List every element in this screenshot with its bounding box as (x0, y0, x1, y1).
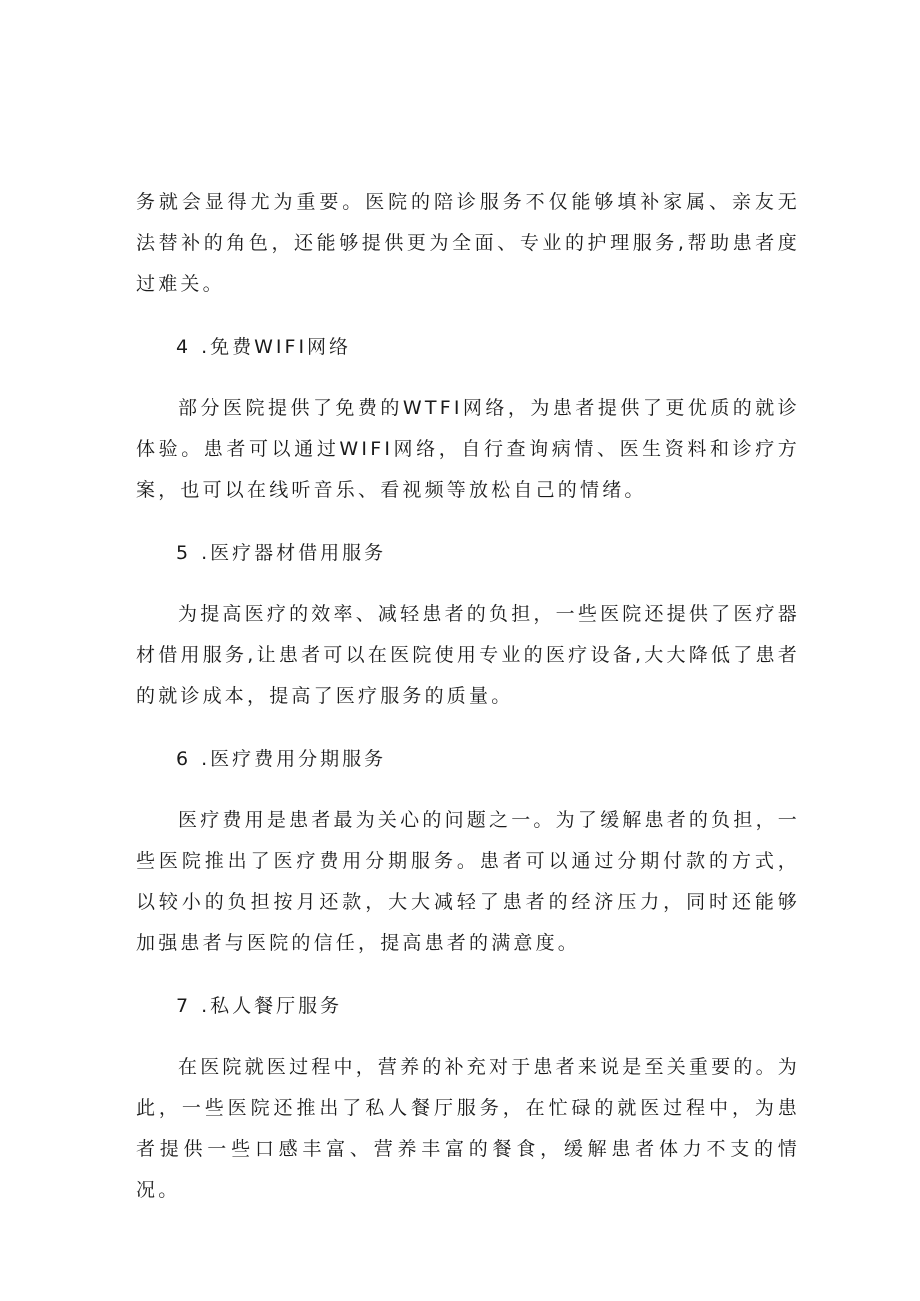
section-title: .免费WIFI网络 (201, 336, 352, 358)
section-title: .医疗器材借用服务 (201, 542, 387, 564)
section-number: 7 (176, 995, 192, 1017)
section-title: .私人餐厅服务 (201, 995, 343, 1017)
section-number: 5 (176, 542, 192, 564)
section-body-5: 为提高医疗的效率、减轻患者的负担，一些医院还提供了医疗器材借用服务,让患者可以在医院使用专业的医疗设备,大大降低了患者的就诊成本，提高了医疗服务的质量。 (136, 603, 800, 707)
section-title: .医疗费用分期服务 (201, 748, 387, 770)
section-body-7: 在医院就医过程中，营养的补充对于患者来说是至关重要的。为此，一些医院还推出了私人餐厅服务，在忙碌的就医过程中，为患者提供一些口感丰富、营养丰富的餐食，缓解患者体力不支的情况。 (136, 1056, 800, 1201)
intro-paragraph: 务就会显得尤为重要。医院的陪诊服务不仅能够填补家属、亲友无法替补的角色，还能够提供更为全面、专业的护理服务,帮助患者度过难关。 (136, 191, 800, 295)
section-body-6: 医疗费用是患者最为关心的问题之一。为了缓解患者的负担，一些医院推出了医疗费用分期服务。患者可以通过分期付款的方式，以较小的负担按月还款，大大减轻了患者的经济压力，同时还能够加强患者与医院的信任，提高患者的满意度。 (136, 809, 800, 954)
section-number: 4 (176, 336, 192, 358)
section-heading-6 (136, 739, 800, 780)
section-number: 6 (176, 748, 192, 770)
section-heading-4 (136, 327, 800, 368)
section-heading-5 (136, 533, 800, 574)
section-body-4: 部分医院提供了免费的WTFI网络，为患者提供了更优质的就诊体验。患者可以通过WIFI网络，自行查询病情、医生资料和诊疗方案，也可以在线听音乐、看视频等放松自己的情绪。 (136, 397, 800, 501)
section-heading-7 (136, 986, 800, 1027)
document-content (136, 182, 800, 1211)
